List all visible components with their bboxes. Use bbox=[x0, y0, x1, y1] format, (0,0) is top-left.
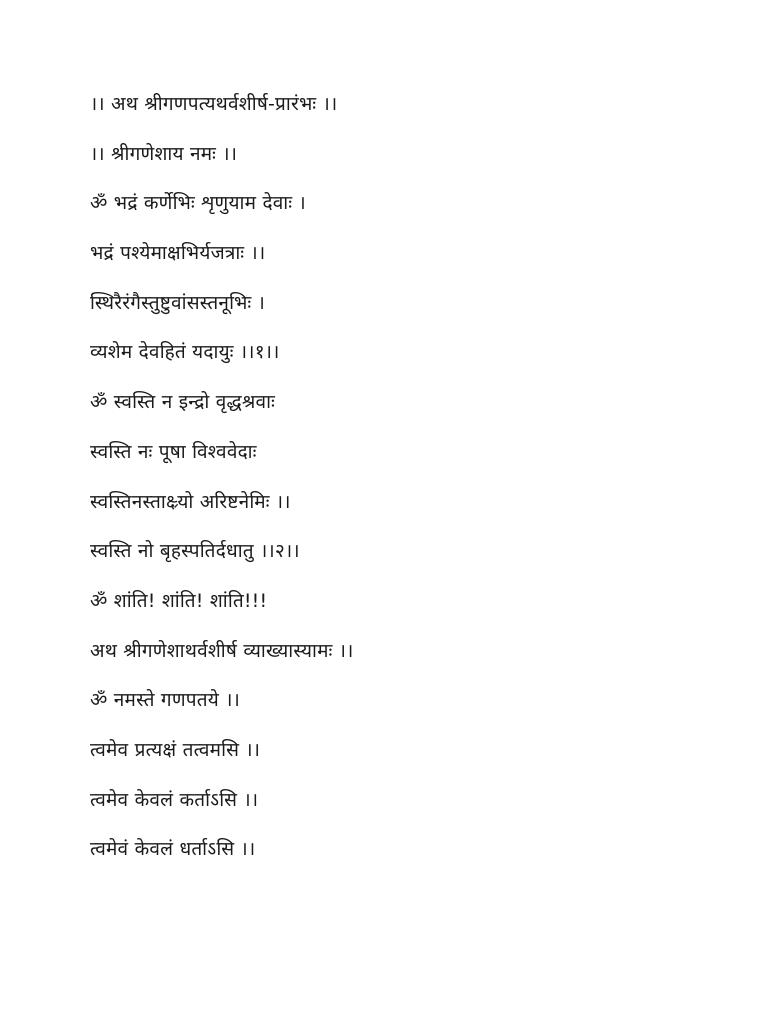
text-block bbox=[90, 86, 730, 881]
text-line: व्यशेम देवहितं यदायुः ।।१।। bbox=[90, 341, 280, 364]
text-line: ॐ शांति! शांति! शांति!!! bbox=[90, 589, 268, 612]
text-line: ।। अथ श्रीगणपत्यथर्वशीर्ष-प्रारंभः ।। bbox=[90, 93, 338, 115]
text-line: स्वस्ति नो बृहस्पतिर्दधातु ।।२।। bbox=[90, 540, 300, 563]
text-line: अथ श्रीगणेशाथर्वशीर्ष व्याख्यास्यामः ।। bbox=[90, 639, 354, 662]
text-line: ।। श्रीगणेशाय नमः ।। bbox=[90, 142, 238, 165]
text-line: ॐ नमस्ते गणपतये ।। bbox=[90, 689, 241, 712]
text-line: त्वमेव केवलं कर्ताऽसि ।। bbox=[90, 788, 259, 811]
text-line: ॐ स्वस्ति न इन्द्रो वृद्धश्रवाः bbox=[90, 391, 276, 414]
text-line: ॐ भद्रं कर्णेभिः शृणुयाम देवाः । bbox=[90, 192, 306, 215]
text-line: स्वस्ति नः पूषा विश्ववेदाः bbox=[90, 440, 257, 463]
text-line: त्वमेवं केवलं धर्ताऽसि ।। bbox=[90, 838, 256, 861]
text-line: स्वस्तिनस्ताक्ष्र्यो अरिष्टनेमिः ।। bbox=[90, 490, 291, 513]
text-line: त्वमेव प्रत्यक्षं तत्वमसि ।। bbox=[90, 738, 261, 761]
text-line: भद्रं पश्येमाक्षभिर्यजत्राः ।। bbox=[90, 242, 266, 265]
text-line: स्थिरैरंगैस्तुष्टुवांसस्तनूभिः । bbox=[90, 291, 266, 314]
